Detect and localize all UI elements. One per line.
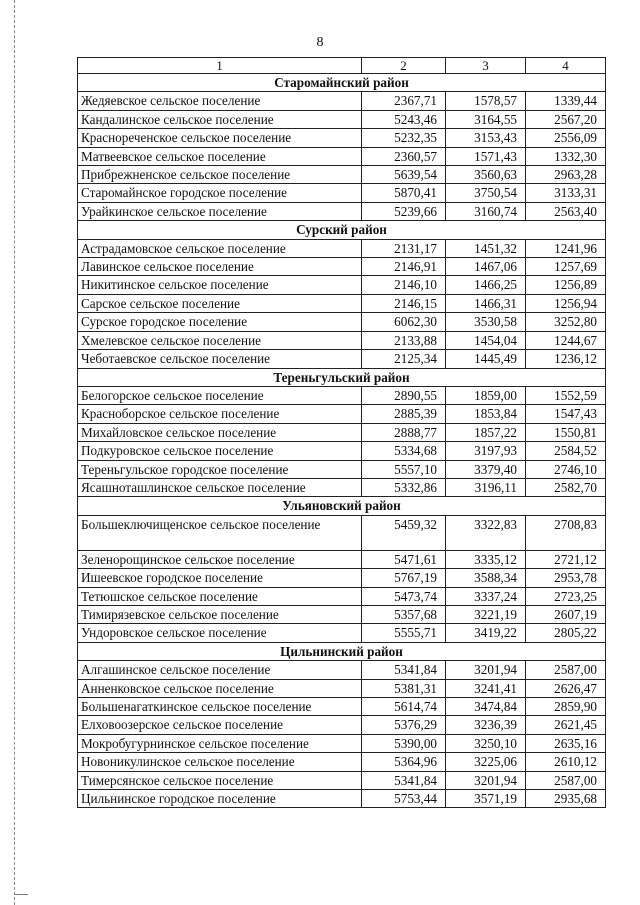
table-row	[78, 147, 606, 165]
settlement-name: Краснореченское сельское поселение	[78, 129, 362, 147]
table-row	[78, 331, 606, 349]
value-col-3: 1859,00	[446, 386, 526, 404]
settlement-name: Тимирязевское сельское поселение	[78, 605, 362, 623]
settlements-table	[77, 57, 606, 808]
value-col-2: 5364,96	[362, 753, 446, 771]
value-col-4: 2635,16	[526, 734, 606, 752]
settlement-name: Прибрежненское сельское поселение	[78, 166, 362, 184]
value-col-4: 1547,43	[526, 405, 606, 423]
table-row	[78, 771, 606, 789]
value-col-3: 3197,93	[446, 442, 526, 460]
value-col-2: 2890,55	[362, 386, 446, 404]
value-col-4: 1257,69	[526, 258, 606, 276]
value-col-2: 5334,68	[362, 442, 446, 460]
column-header-2: 2	[362, 58, 446, 74]
value-col-2: 2360,57	[362, 147, 446, 165]
settlement-name: Анненковское сельское поселение	[78, 679, 362, 697]
table-row	[78, 478, 606, 496]
table-row	[78, 790, 606, 808]
settlement-name: Ундоровское сельское поселение	[78, 624, 362, 642]
column-header-1: 1	[78, 58, 362, 74]
column-header-4: 4	[526, 58, 606, 74]
table-row	[78, 698, 606, 716]
table-row	[78, 350, 606, 368]
value-col-3: 1454,04	[446, 331, 526, 349]
value-col-2: 2146,15	[362, 294, 446, 312]
scan-corner-mark	[14, 894, 28, 895]
value-col-4: 2859,90	[526, 698, 606, 716]
value-col-2: 5473,74	[362, 587, 446, 605]
value-col-2: 5232,35	[362, 129, 446, 147]
value-col-2: 5341,84	[362, 661, 446, 679]
value-col-2: 5614,74	[362, 698, 446, 716]
value-col-4: 2621,45	[526, 716, 606, 734]
settlement-name: Цильнинское городское поселение	[78, 790, 362, 808]
value-col-4: 1339,44	[526, 92, 606, 110]
table-row	[78, 716, 606, 734]
value-col-4: 1241,96	[526, 239, 606, 257]
table-row	[78, 166, 606, 184]
settlement-name: Старомайнское городское поселение	[78, 184, 362, 202]
table-row	[78, 753, 606, 771]
value-col-2: 5376,29	[362, 716, 446, 734]
value-col-4: 1256,94	[526, 294, 606, 312]
table-row	[78, 679, 606, 697]
value-col-3: 3750,54	[446, 184, 526, 202]
table-body	[78, 74, 606, 808]
settlement-name: Белогорское сельское поселение	[78, 386, 362, 404]
value-col-2: 5239,66	[362, 202, 446, 220]
table-row	[78, 460, 606, 478]
settlement-name: Ишеевское городское поселение	[78, 569, 362, 587]
settlement-name: Урайкинское сельское поселение	[78, 202, 362, 220]
value-col-3: 3201,94	[446, 661, 526, 679]
table-row	[78, 405, 606, 423]
district-name: Сурский район	[78, 221, 606, 239]
value-col-2: 2888,77	[362, 423, 446, 441]
table-row	[78, 423, 606, 441]
value-col-2: 5390,00	[362, 734, 446, 752]
settlement-name: Новоникулинское сельское поселение	[78, 753, 362, 771]
value-col-2: 5753,44	[362, 790, 446, 808]
value-col-4: 2607,19	[526, 605, 606, 623]
value-col-2: 6062,30	[362, 313, 446, 331]
value-col-2: 2146,10	[362, 276, 446, 294]
scan-margin-line	[14, 0, 16, 905]
value-col-3: 3225,06	[446, 753, 526, 771]
settlement-name: Красноборское сельское поселение	[78, 405, 362, 423]
value-col-3: 3236,39	[446, 716, 526, 734]
value-col-3: 3588,34	[446, 569, 526, 587]
settlement-name: Тимерсянское сельское поселение	[78, 771, 362, 789]
value-col-2: 2125,34	[362, 350, 446, 368]
value-col-3: 3241,41	[446, 679, 526, 697]
district-row	[78, 221, 606, 239]
value-col-2: 5471,61	[362, 550, 446, 568]
value-col-3: 3250,10	[446, 734, 526, 752]
value-col-3: 3164,55	[446, 110, 526, 128]
settlement-name: Алгашинское сельское поселение	[78, 661, 362, 679]
value-col-4: 1236,12	[526, 350, 606, 368]
value-col-3: 3153,43	[446, 129, 526, 147]
value-col-3: 3560,63	[446, 166, 526, 184]
value-col-2: 5555,71	[362, 624, 446, 642]
table-row	[78, 92, 606, 110]
settlement-name: Чеботаевское сельское поселение	[78, 350, 362, 368]
value-col-4: 2587,00	[526, 661, 606, 679]
value-col-2: 2885,39	[362, 405, 446, 423]
value-col-4: 2556,09	[526, 129, 606, 147]
settlement-name: Астрадамовское сельское поселение	[78, 239, 362, 257]
district-name: Старомайнский район	[78, 74, 606, 92]
table-row	[78, 442, 606, 460]
value-col-4: 2963,28	[526, 166, 606, 184]
settlements-table-container	[77, 57, 605, 808]
value-col-3: 3160,74	[446, 202, 526, 220]
value-col-4: 2626,47	[526, 679, 606, 697]
settlement-name: Мокробугурнинское сельское поселение	[78, 734, 362, 752]
settlement-name: Матвеевское сельское поселение	[78, 147, 362, 165]
value-col-3: 1467,06	[446, 258, 526, 276]
value-col-3: 1466,31	[446, 294, 526, 312]
value-col-3: 1445,49	[446, 350, 526, 368]
settlement-name: Сурское городское поселение	[78, 313, 362, 331]
value-col-3: 3201,94	[446, 771, 526, 789]
value-col-4: 2708,83	[526, 515, 606, 550]
table-row	[78, 624, 606, 642]
table-row	[78, 276, 606, 294]
table-row	[78, 129, 606, 147]
table-row	[78, 184, 606, 202]
settlement-name: Хмелевское сельское поселение	[78, 331, 362, 349]
settlement-name: Тереньгульское городское поселение	[78, 460, 362, 478]
table-row	[78, 386, 606, 404]
value-col-4: 1550,81	[526, 423, 606, 441]
value-col-4: 2805,22	[526, 624, 606, 642]
settlement-name: Кандалинское сельское поселение	[78, 110, 362, 128]
value-col-2: 2146,91	[362, 258, 446, 276]
settlement-name: Сарское сельское поселение	[78, 294, 362, 312]
value-col-3: 3322,83	[446, 515, 526, 550]
settlement-name: Зеленорощинское сельское поселение	[78, 550, 362, 568]
value-col-3: 1571,43	[446, 147, 526, 165]
value-col-4: 2610,12	[526, 753, 606, 771]
value-col-4: 2567,20	[526, 110, 606, 128]
table-row	[78, 515, 606, 550]
table-row	[78, 569, 606, 587]
value-col-2: 2131,17	[362, 239, 446, 257]
value-col-4: 3133,31	[526, 184, 606, 202]
value-col-3: 3337,24	[446, 587, 526, 605]
value-col-2: 5357,68	[362, 605, 446, 623]
value-col-3: 3221,19	[446, 605, 526, 623]
value-col-4: 2746,10	[526, 460, 606, 478]
value-col-4: 1256,89	[526, 276, 606, 294]
settlement-name: Ясашноташлинское сельское поселение	[78, 478, 362, 496]
value-col-2: 5332,86	[362, 478, 446, 496]
value-col-3: 3196,11	[446, 478, 526, 496]
table-row	[78, 605, 606, 623]
table-row	[78, 587, 606, 605]
value-col-3: 3474,84	[446, 698, 526, 716]
value-col-3: 1578,57	[446, 92, 526, 110]
district-row	[78, 368, 606, 386]
district-name: Цильнинский район	[78, 642, 606, 660]
value-col-4: 1332,30	[526, 147, 606, 165]
settlement-name: Елховоозерское сельское поселение	[78, 716, 362, 734]
value-col-4: 1552,59	[526, 386, 606, 404]
value-col-4: 2563,40	[526, 202, 606, 220]
table-row	[78, 294, 606, 312]
table-row	[78, 202, 606, 220]
settlement-name: Большеключищенское сельское поселение	[78, 515, 362, 550]
value-col-2: 5557,10	[362, 460, 446, 478]
value-col-3: 1853,84	[446, 405, 526, 423]
value-col-3: 3571,19	[446, 790, 526, 808]
district-row	[78, 642, 606, 660]
value-col-3: 1466,25	[446, 276, 526, 294]
table-row	[78, 550, 606, 568]
value-col-3: 1451,32	[446, 239, 526, 257]
value-col-2: 2133,88	[362, 331, 446, 349]
value-col-4: 2721,12	[526, 550, 606, 568]
settlement-name: Никитинское сельское поселение	[78, 276, 362, 294]
settlement-name: Подкуровское сельское поселение	[78, 442, 362, 460]
district-name: Ульяновский район	[78, 497, 606, 515]
value-col-3: 3335,12	[446, 550, 526, 568]
settlement-name: Лавинское сельское поселение	[78, 258, 362, 276]
column-header-3: 3	[446, 58, 526, 74]
district-row	[78, 74, 606, 92]
settlement-name: Большенагаткинское сельское поселение	[78, 698, 362, 716]
value-col-3: 3419,22	[446, 624, 526, 642]
page-number: 8	[316, 35, 324, 50]
value-col-2: 5639,54	[362, 166, 446, 184]
table-row	[78, 313, 606, 331]
value-col-2: 5381,31	[362, 679, 446, 697]
table-row	[78, 258, 606, 276]
district-row	[78, 497, 606, 515]
value-col-4: 2587,00	[526, 771, 606, 789]
value-col-4: 2935,68	[526, 790, 606, 808]
value-col-4: 2723,25	[526, 587, 606, 605]
value-col-3: 3379,40	[446, 460, 526, 478]
value-col-4: 3252,80	[526, 313, 606, 331]
value-col-2: 5767,19	[362, 569, 446, 587]
table-row	[78, 239, 606, 257]
value-col-3: 3530,58	[446, 313, 526, 331]
value-col-4: 2953,78	[526, 569, 606, 587]
table-row	[78, 661, 606, 679]
value-col-3: 1857,22	[446, 423, 526, 441]
settlement-name: Михайловское сельское поселение	[78, 423, 362, 441]
value-col-2: 5870,41	[362, 184, 446, 202]
settlement-name: Тетюшское сельское поселение	[78, 587, 362, 605]
value-col-2: 5243,46	[362, 110, 446, 128]
table-row	[78, 110, 606, 128]
district-name: Тереньгульский район	[78, 368, 606, 386]
value-col-4: 1244,67	[526, 331, 606, 349]
value-col-2: 5459,32	[362, 515, 446, 550]
value-col-2: 5341,84	[362, 771, 446, 789]
table-header-row	[78, 58, 606, 74]
value-col-4: 2582,70	[526, 478, 606, 496]
value-col-4: 2584,52	[526, 442, 606, 460]
table-row	[78, 734, 606, 752]
value-col-2: 2367,71	[362, 92, 446, 110]
settlement-name: Жедяевское сельское поселение	[78, 92, 362, 110]
